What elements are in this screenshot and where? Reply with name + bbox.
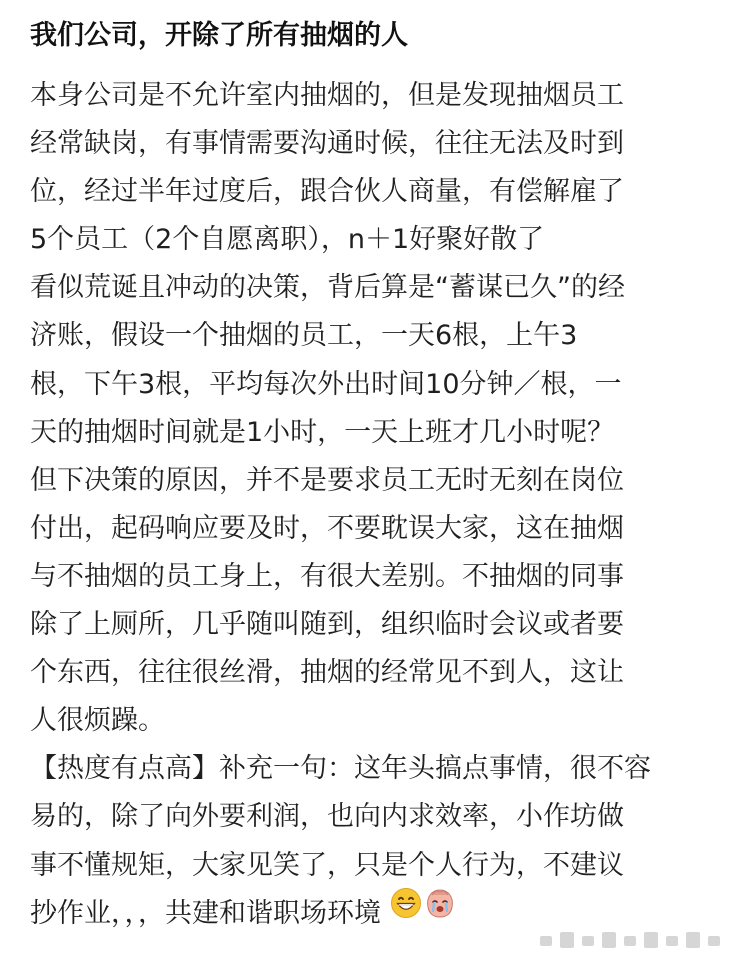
- body-line-last-text: 抄作业，，，共建和谐职场环境: [30, 897, 381, 929]
- body-line: 5个员工（2个自愿离职），n＋1好聚好散了: [30, 224, 545, 256]
- body-line: 人很烦躁。: [30, 705, 165, 737]
- grinning-face-emoji-icon: [390, 887, 422, 935]
- body-line: 但下决策的原因，并不是要求员工无时无刻在岗位: [30, 464, 624, 496]
- body-line: 本身公司是不允许室内抽烟的，但是发现抽烟员工: [30, 80, 624, 111]
- body-line: 个东西，往往很丝滑，抽烟的经常见不到人，这让: [30, 657, 624, 689]
- body-line: 事不懂规矩，大家见笑了，只是个人行为，不建议: [30, 849, 624, 881]
- crying-face-emoji-icon: [422, 887, 458, 935]
- body-line: 除了上厕所，几乎随叫随到，组织临时会议或者要: [30, 609, 624, 641]
- body-line: 易的，除了向外要利润，也向内求效率，小作坊做: [30, 801, 624, 833]
- body-line: 位，经过半年过度后，跟合伙人商量，有偿解雇了: [30, 176, 624, 208]
- body-line: 【热度有点高】补充一句：这年头搞点事情，很不容: [30, 753, 651, 785]
- watermark-logo-icon: [530, 922, 730, 956]
- body-line: 济账，假设一个抽烟的员工，一天6根，上午3: [30, 320, 578, 352]
- body-line: 根，下午3根，平均每次外出时间10分钟／根，一: [30, 368, 622, 400]
- body-line: 经常缺岗，有事情需要沟通时候，往往无法及时到: [30, 128, 624, 160]
- body-line: 天的抽烟时间就是1小时，一天上班才几小时呢？: [30, 416, 615, 448]
- post-title: 我们公司，开除了所有抽烟的人: [30, 20, 408, 51]
- body-line: 付出，起码响应要及时，不要耽误大家，这在抽烟: [30, 512, 624, 544]
- post-body: [30, 72, 730, 938]
- body-line: 与不抽烟的员工身上，有很大差别。不抽烟的同事: [30, 560, 624, 592]
- body-line: 看似荒诞且冲动的决策，背后算是“蓄谋已久”的经: [30, 272, 625, 304]
